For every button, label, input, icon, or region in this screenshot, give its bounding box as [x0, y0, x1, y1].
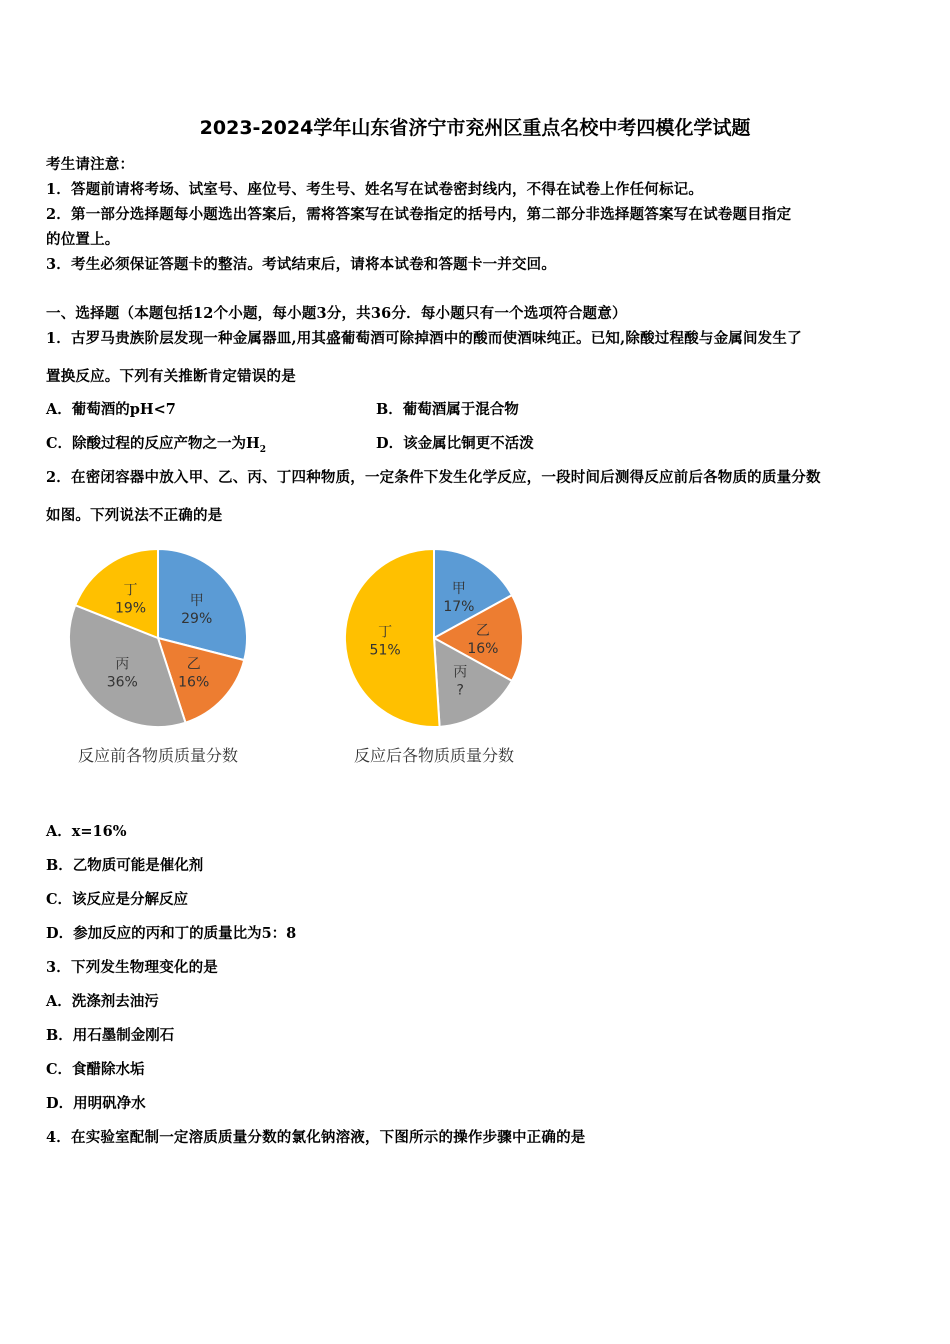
- q3-stem: 3．下列发生物理变化的是: [46, 959, 218, 976]
- q3-option-d: D．用明矾净水: [46, 1095, 146, 1112]
- q2-option-d: D．参加反应的丙和丁的质量比为5：8: [46, 925, 297, 942]
- pie-slice-name-1-2: 丙: [453, 664, 468, 681]
- pie-slice-value-1-1: 16%: [467, 641, 499, 657]
- pie-slice-value-0-3: 19%: [114, 600, 147, 617]
- pie-chart-after: [330, 538, 560, 778]
- pie-slice-name-1-3: 丁: [378, 624, 393, 641]
- q1-option-b: B．葡萄酒属于混合物: [376, 401, 519, 418]
- notice-item-3: 3．考生必须保证答题卡的整洁。考试结束后，请将本试卷和答题卡一并交回。: [46, 256, 557, 273]
- q4-stem: 4．在实验室配制一定溶质质量分数的氯化钠溶液，下图所示的操作步骤中正确的是: [46, 1129, 586, 1146]
- section-heading: 一、选择题（本题包括12个小题，每小题3分，共36分．每小题只有一个选项符合题意）: [46, 305, 627, 322]
- q2-stem-b: 如图。下列说法不正确的是: [46, 507, 223, 524]
- pie-slice-value-0-2: 36%: [106, 674, 138, 691]
- q3-option-a: A．洗涤剂去油污: [46, 993, 159, 1010]
- pie-slice-name-0-3: 丁: [123, 582, 138, 599]
- q1-option-d: D．该金属比铜更不活泼: [376, 435, 534, 452]
- notice-item-2b: 的位置上。: [46, 231, 120, 248]
- pie-slice-value-0-1: 16%: [178, 674, 210, 691]
- pie-slice-1-3: [345, 549, 440, 727]
- pie-slice-name-0-2: 丙: [115, 656, 130, 673]
- pie-slice-name-0-0: 甲: [189, 593, 204, 609]
- q1-stem-b: 置换反应。下列有关推断肯定错误的是: [46, 368, 296, 385]
- pie-slice-name-1-1: 乙: [475, 623, 490, 639]
- q2-stem-a: 2．在密闭容器中放入甲、乙、丙、丁四种物质，一定条件下发生化学反应，一段时间后测得反应前后各物质的质量分数: [46, 469, 821, 486]
- notice-item-2a: 2．第一部分选择题每小题选出答案后，需将答案写在试卷指定的括号内，第二部分非选择题答案写在试卷题目指定: [46, 206, 792, 223]
- notice-item-1: 1．答题前请将考场、试室号、座位号、考生号、姓名写在试卷密封线内，不得在试卷上作任何标记。: [46, 181, 704, 198]
- notice-heading: 考生请注意：: [46, 156, 135, 173]
- q1-option-c-text: C．除酸过程的反应产物之一为H: [46, 435, 260, 452]
- q1-option-c-subscript: 2: [259, 444, 267, 455]
- q1-option-c: [46, 432, 266, 455]
- pie-after-title: 反应后各物质质量分数: [353, 746, 515, 765]
- page-title: 2023-2024学年山东省济宁市兖州区重点名校中考四模化学试题: [199, 117, 751, 139]
- pie-before-title: 反应前各物质质量分数: [77, 746, 239, 765]
- pie-slice-name-1-0: 甲: [451, 580, 466, 597]
- pie-slice-value-0-0: 29%: [181, 611, 213, 627]
- q3-option-b: B．用石墨制金刚石: [46, 1027, 175, 1044]
- q2-option-c: C．该反应是分解反应: [46, 891, 189, 908]
- pie-slice-value-1-3: 51%: [369, 642, 401, 659]
- pie-after-slices: [345, 549, 523, 727]
- pie-before-slices: [69, 549, 247, 727]
- q1-option-a: A．葡萄酒的pH<7: [46, 401, 176, 418]
- pie-slice-name-0-1: 乙: [186, 656, 201, 673]
- q1-stem-a: 1．古罗马贵族阶层发现一种金属器皿,用其盛葡萄酒可除掉酒中的酸而使酒味纯正。已知,除酸过程酸与金属间发生了: [46, 330, 802, 347]
- q2-option-b: B．乙物质可能是催化剂: [46, 857, 204, 874]
- q3-option-c: C．食醋除水垢: [46, 1061, 145, 1078]
- pie-slice-value-1-2: ?: [456, 682, 464, 699]
- pie-chart-before: [52, 538, 282, 778]
- pie-slice-value-1-0: 17%: [443, 598, 475, 615]
- q2-option-a: A．x=16%: [46, 823, 127, 840]
